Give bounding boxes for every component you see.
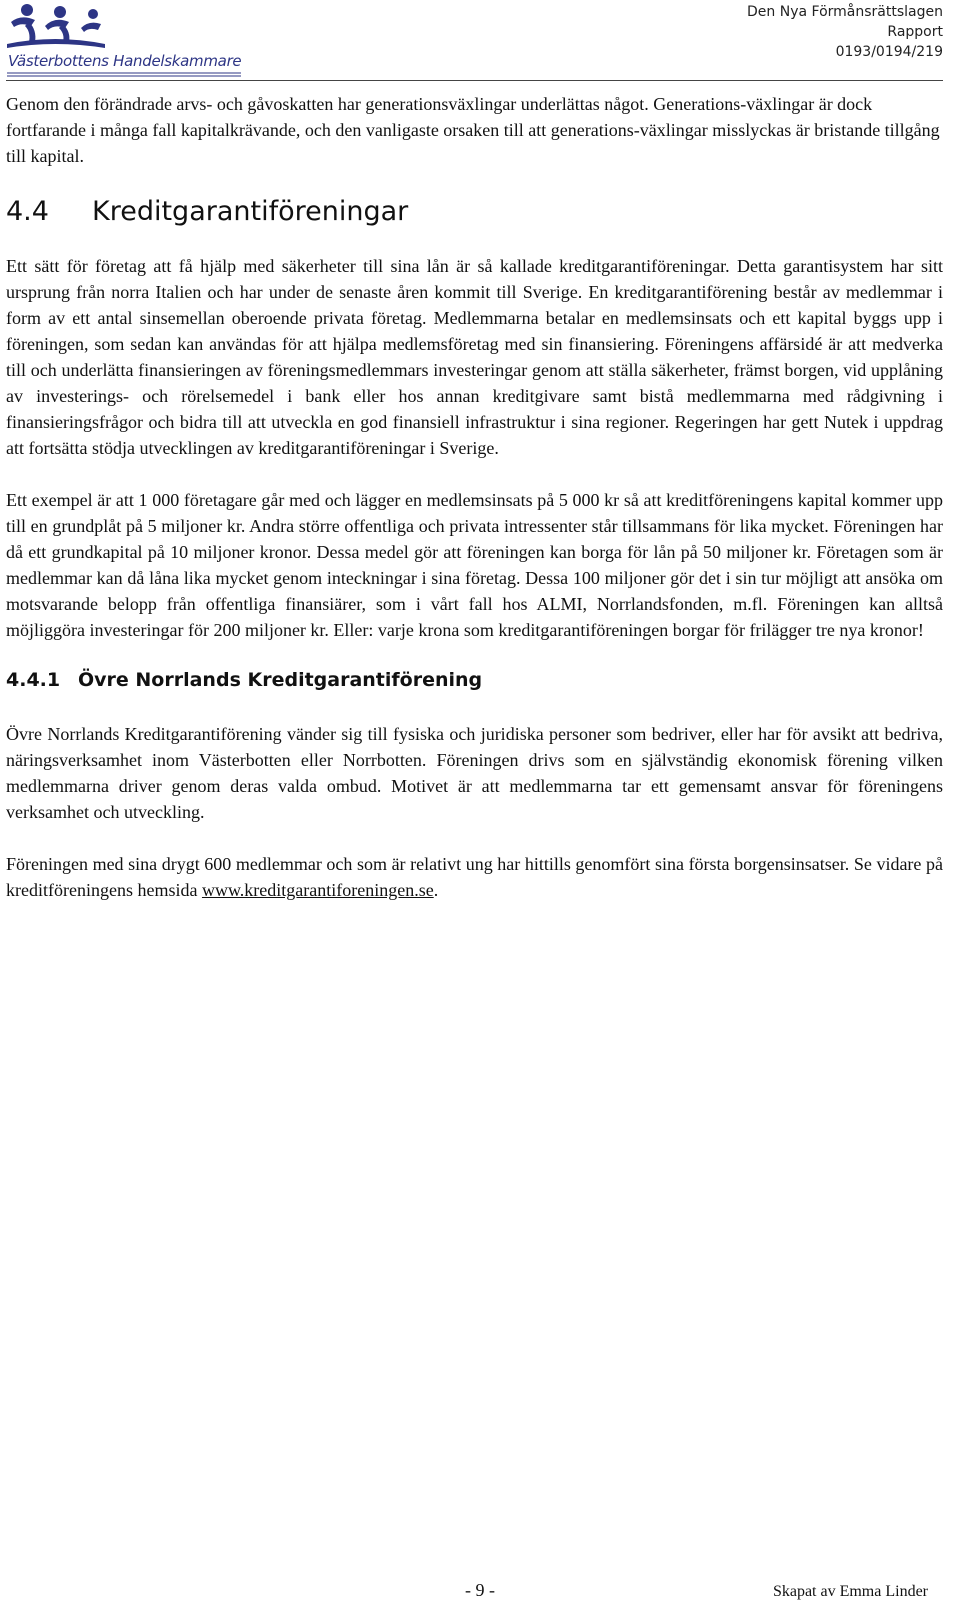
- section-title: Kreditgarantiföreningar: [92, 196, 409, 227]
- logo-text: Västerbottens Handelskammare: [8, 52, 242, 70]
- intro-paragraph: Genom den förändrade arvs- och gåvoskatten har generationsväxlingar underlättas något. Generations-växlingar är dock fortfarande i många fall kapitalkrävande, och den vanligaste orsaken till att generations-växlingar misslyckas är bristande tillgång till kapital.: [6, 94, 940, 166]
- section-number: 4.4: [6, 196, 49, 227]
- paragraph-text: Föreningen med sina drygt 600 medlemmar och som är relativt ung har hittills genomfört sina första borgensinsatser. Se vidare på kreditföreningens hemsida: [6, 854, 943, 900]
- website-link[interactable]: www.kreditgarantiforeningen.se: [201, 880, 434, 900]
- subsection-title: Övre Norrlands Kreditgarantiförening: [78, 669, 483, 691]
- footer-author: Skapat av Emma Linder: [772, 1583, 928, 1600]
- subsection-heading: [6, 665, 943, 695]
- document-reference: 0193/0194/219: [835, 44, 943, 60]
- section-paragraph: Ett sätt för företag att få hjälp med säkerheter till sina lån är så kallade kreditgarantiföreningar. Detta garantisystem har sitt ursprung från norra Italien och har under de senaste åren kommit till Sverige. En kreditgarantiförening består av medlemmar i form av ett antal sinsemellan oberoende privata företag. Medlemmarna betalar en medlemsinsats och ett kapital byggs upp i föreningen, som sedan kan användas för att hjälpa medlemsföretag med sin finansiering. Föreningens affärsidé är att medverka till och underlätta finansieringen av föreningsmedlemmars investeringar genom att ställa säkerheter, främst borgen, vid upplåning av investerings- och rörelsemedel i bank eller hos annan kreditgivare samt bistå medlemmarna med rådgivning i finansieringsfrågor och bidra till att utveckla en god finansiell infrastruktur i sina regioner. Regeringen har gett Nutek i uppdrag att fortsätta stödja utvecklingen av kreditgarantiföreningar i Sverige.: [6, 256, 943, 458]
- subsection-paragraph-website: [6, 851, 943, 903]
- page-header: [0, 0, 960, 82]
- paragraph-end: .: [433, 880, 439, 900]
- document-type: Rapport: [887, 24, 943, 40]
- subsection-number: 4.4.1: [6, 669, 61, 691]
- section-paragraph: Ett exempel är att 1 000 företagare går med och lägger en medlemsinsats på 5 000 kr så att kreditföreningens kapital kommer upp till en grundplåt på 5 miljoner kr. Andra större offentliga och privata intressenter står tillsammans för lika mycket. Föreningen har då ett grundkapital på 10 miljoner kronor. Dessa medel gör att föreningen kan borga för lån på 50 miljoner kr. Företagen som är medlemmar kan då låna lika mycket genom inteckningar i sina företag. Dessa 100 miljoner gör det i sin tur möjligt att ansöka om motsvarande belopp från offentliga finansiärer, som i vårt fall hos ALMI, Norrlandsfonden, m.fl. Föreningen kan alltså möjliggöra investeringar för 200 miljoner kr. Eller: varje krona som kreditgarantiföreningen borgar för frilägger tre nya kronor!: [6, 490, 943, 640]
- header-divider: [6, 80, 943, 81]
- page-number: - 9 -: [465, 1580, 495, 1600]
- vasterbottens-handelskammare-logo: [5, 0, 245, 78]
- document-body: [6, 91, 943, 903]
- section-heading: [6, 192, 943, 232]
- document-info: [747, 2, 943, 62]
- subsection-paragraph: Övre Norrlands Kreditgarantiförening vänder sig till fysiska och juridiska personer som bedriver, eller har för avsikt att bedriva, näringsverksamhet inom Västerbotten eller Norrbotten. Föreningen drivs som en självständig ekonomisk förening vilken medlemmarna driver genom deras valda ombud. Motivet är att medlemmarna tar ett gemensamt ansvar för föreningens verksamhet och utveckling.: [6, 724, 943, 822]
- document-title: Den Nya Förmånsrättslagen: [747, 4, 943, 20]
